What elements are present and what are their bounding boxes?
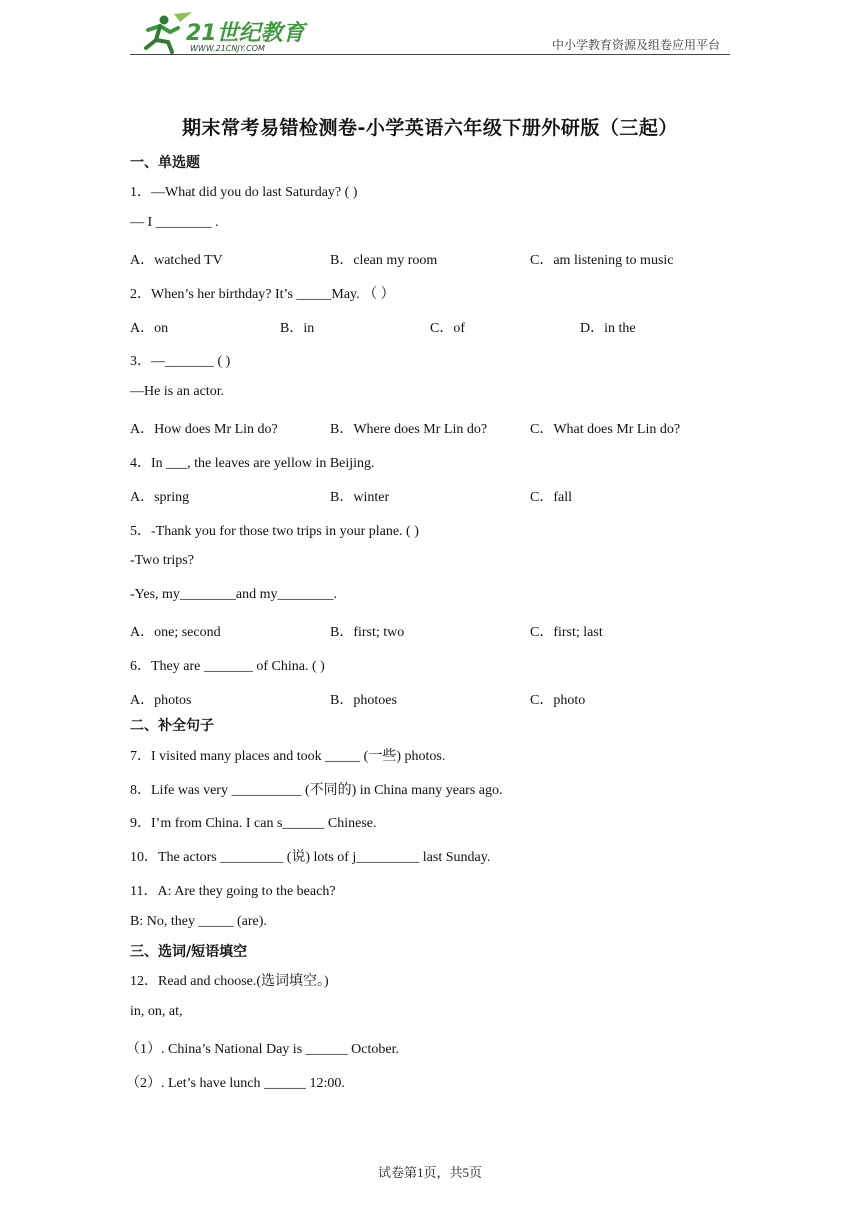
question-11-a: 11．A: Are they going to the beach? (130, 884, 336, 899)
question-12-item-1: （1）. China’s National Day is ______ October. (126, 1042, 399, 1057)
question-9: 9．I’m from China. I can s______ Chinese. (130, 816, 377, 831)
question-4-stem: 4．In ___, the leaves are yellow in Beijing. (130, 456, 375, 471)
question-12-stem: 12．Read and choose.(选词填空。) (130, 974, 329, 989)
question-5-option-c: C．first; last (530, 625, 603, 640)
header-platform-text: 中小学教育资源及组卷应用平台 (551, 38, 720, 52)
question-1-option-c: C．am listening to music (530, 253, 674, 268)
section-heading-complete-sentences: 二、补全句子 (130, 718, 214, 734)
exam-title: 期末常考易错检测卷-小学英语六年级下册外研版（三起） (182, 117, 678, 139)
question-3-option-b: B．Where does Mr Lin do? (330, 422, 488, 437)
question-1-stem: 1．—What did you do last Saturday? ( ) (130, 185, 358, 200)
page-header (130, 8, 730, 55)
question-4-option-b: B．winter (330, 490, 390, 505)
question-4-option-a: A．spring (130, 490, 190, 505)
question-5-option-a: A．one; second (130, 625, 221, 640)
question-6-option-b: B．photoes (330, 693, 397, 708)
question-6-option-a: A．photos (130, 693, 192, 708)
page-footer: 试卷第1页，共5页 (377, 1165, 482, 1180)
question-5-line-2: -Two trips? (130, 553, 194, 568)
question-10: 10．The actors _________ (说) lots of j_________ last Sunday. (130, 850, 491, 865)
question-5-option-b: B．first; two (330, 625, 405, 640)
logo-text: 21世纪教育 (186, 21, 305, 46)
question-4-option-c: C．fall (530, 490, 572, 505)
question-3-answer-line: —He is an actor. (130, 384, 225, 399)
site-logo (134, 10, 314, 54)
question-5-stem: 5．-Thank you for those two trips in your plane. ( ) (130, 524, 419, 539)
question-5-line-3: -Yes, my________and my________. (130, 587, 338, 602)
question-2-stem: 2．When’s her birthday? It’s _____May. （ ） (130, 287, 395, 302)
question-12-item-2: （2）. Let’s have lunch ______ 12:00. (126, 1076, 345, 1091)
question-7: 7．I visited many places and took _____ (一些) photos. (130, 749, 446, 764)
question-3-option-c: C．What does Mr Lin do? (530, 422, 681, 437)
question-1-option-a: A．watched TV (130, 253, 223, 268)
question-2-option-a: A．on (130, 321, 169, 336)
section-heading-word-fill: 三、选词/短语填空 (130, 944, 248, 960)
question-2-option-c: C．of (430, 321, 465, 336)
question-3-stem: 3．—_______ ( ) (130, 354, 231, 369)
question-1-answer-line: — I ________ . (130, 215, 219, 230)
question-1-option-b: B．clean my room (330, 253, 438, 268)
question-2-option-d: D．in the (580, 321, 636, 336)
logo-url: WWW.21CNJY.COM (190, 44, 265, 53)
question-12-word-bank: in, on, at, (130, 1004, 183, 1019)
section-heading-single-choice: 一、单选题 (130, 155, 200, 171)
question-3-option-a: A．How does Mr Lin do? (130, 422, 278, 437)
question-6-stem: 6．They are _______ of China. ( ) (130, 659, 325, 674)
question-2-option-b: B．in (280, 321, 315, 336)
question-11-b: B: No, they _____ (are). (130, 914, 267, 929)
question-6-option-c: C．photo (530, 693, 586, 708)
question-8: 8．Life was very __________ (不同的) in China many years ago. (130, 783, 503, 798)
